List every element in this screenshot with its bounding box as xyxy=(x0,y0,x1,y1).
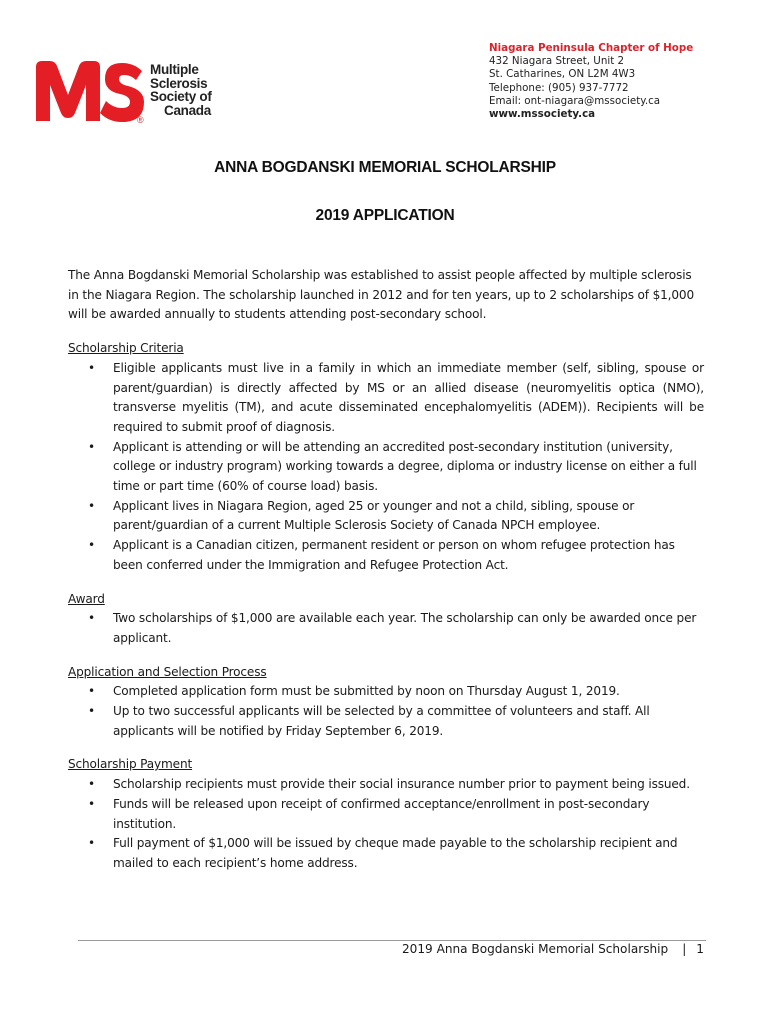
intro-paragraph: The Anna Bogdanski Memorial Scholarship was established to assist people affected by multiple sclerosis in the Niagara Region. The scholarship launched in 2012 and for ten years, up to 2 scholarships of $1,000 will be awarded annually to students attending post-secondary school. xyxy=(68,268,695,322)
list-item-text: Funds will be released upon receipt of confirmed acceptance/enrollment in post-secondary institution. xyxy=(113,796,650,831)
page-number: 1 xyxy=(696,942,704,956)
bullet: • xyxy=(88,684,95,699)
document-subtitle: 2019 APPLICATION xyxy=(315,207,455,224)
logo-line: Canada xyxy=(164,102,211,118)
list-item-text: Up to two successful applicants will be selected by a committee of volunteers and staff. All applicants will be notified by Friday September 6, 2019. xyxy=(113,704,650,738)
contact-block xyxy=(489,42,693,121)
section-heading: Application and Selection Process xyxy=(68,664,267,679)
bullet: • xyxy=(88,360,95,375)
list-item-text: Completed application form must be submitted by noon on Thursday August 1, 2019. xyxy=(113,684,620,699)
section-heading: Scholarship Payment xyxy=(68,757,193,772)
ms-society-logo xyxy=(34,57,212,127)
logo-line: Multiple xyxy=(150,62,199,77)
award-list xyxy=(68,609,704,648)
telephone: Telephone: (905) 937-7772 xyxy=(489,81,629,94)
list-item xyxy=(68,682,704,702)
section-criteria xyxy=(68,339,704,575)
list-item xyxy=(68,702,704,741)
section-heading: Award xyxy=(68,591,105,606)
list-item xyxy=(68,497,704,536)
logo-line: Sclerosis xyxy=(150,75,208,91)
payment-list xyxy=(68,775,704,874)
footer-divider xyxy=(78,940,706,941)
section-heading: Scholarship Criteria xyxy=(68,341,184,356)
list-item-text: Two scholarships of $1,000 are available each year. The scholarship can only be awarded once per applicant. xyxy=(113,611,697,645)
bullet: • xyxy=(88,836,95,851)
logo-letter-m xyxy=(36,61,100,121)
process-list xyxy=(68,682,704,741)
list-item xyxy=(68,536,704,575)
registered-mark: ® xyxy=(137,115,144,125)
section-application-process xyxy=(68,663,704,742)
criteria-list xyxy=(68,359,704,576)
list-item xyxy=(68,438,704,497)
section-payment xyxy=(68,755,704,873)
bullet: • xyxy=(88,704,95,719)
section-award xyxy=(68,590,704,649)
website-link[interactable]: www.mssociety.ca xyxy=(489,108,596,121)
bullet: • xyxy=(88,611,95,626)
document-title: ANNA BOGDANSKI MEMORIAL SCHOLARSHIP xyxy=(214,159,556,176)
logo-wordmark xyxy=(150,63,212,117)
footer-label: 2019 Anna Bogdanski Memorial Scholarship xyxy=(401,942,669,956)
ms-logo-icon xyxy=(34,57,152,127)
list-item xyxy=(68,609,704,648)
list-item-text: Eligible applicants must live in a family in which an immediate member (self, sibling, spouse or parent/guardian) is directly affected by MS or an allied disease (neuromyelitis optica (NMO), transverse myelitis (TM), and acute disseminated encephalomyelitis (ADEM)). Recipients will be required to submit proof of diagnosis. xyxy=(113,360,704,434)
bullet: • xyxy=(88,796,95,811)
address-city: St. Catharines, ON L2M 4W3 xyxy=(489,68,636,81)
footer-separator: | xyxy=(682,942,687,956)
list-item-text: Applicant is a Canadian citizen, permanent resident or person on whom refugee protection has been conferred under the Immigration and Refugee Protection Act. xyxy=(113,538,675,572)
list-item xyxy=(68,775,704,795)
bullet: • xyxy=(88,439,95,454)
list-item xyxy=(68,795,704,834)
list-item xyxy=(68,359,704,438)
logo-letter-s xyxy=(100,63,144,122)
list-item-text: Full payment of $1,000 will be issued by cheque made payable to the scholarship recipient and mailed to each recipient’s home address. xyxy=(113,836,678,870)
list-item-text: Scholarship recipients must provide their social insurance number prior to payment being issued. xyxy=(113,777,690,792)
chapter-name: Niagara Peninsula Chapter of Hope xyxy=(489,42,694,54)
page-footer xyxy=(402,942,704,956)
list-item-text: Applicant lives in Niagara Region, aged 25 or younger and not a child, sibling, spouse or parent/guardian of a current Multiple Sclerosis Society of Canada NPCH employee. xyxy=(113,498,635,533)
document-body xyxy=(68,266,704,888)
bullet: • xyxy=(88,538,95,553)
logo-line: Society of xyxy=(150,89,212,104)
email[interactable]: Email: ont-niagara@mssociety.ca xyxy=(489,94,661,107)
list-item xyxy=(68,834,704,873)
bullet: • xyxy=(88,498,95,513)
address-street: 432 Niagara Street, Unit 2 xyxy=(489,55,625,68)
list-item-text: Applicant is attending or will be attending an accredited post-secondary institution (university, college or industry program) working towards a degree, diploma or industry license on either a full time or part time (60% of course load) basis. xyxy=(113,439,697,494)
bullet: • xyxy=(88,777,95,792)
